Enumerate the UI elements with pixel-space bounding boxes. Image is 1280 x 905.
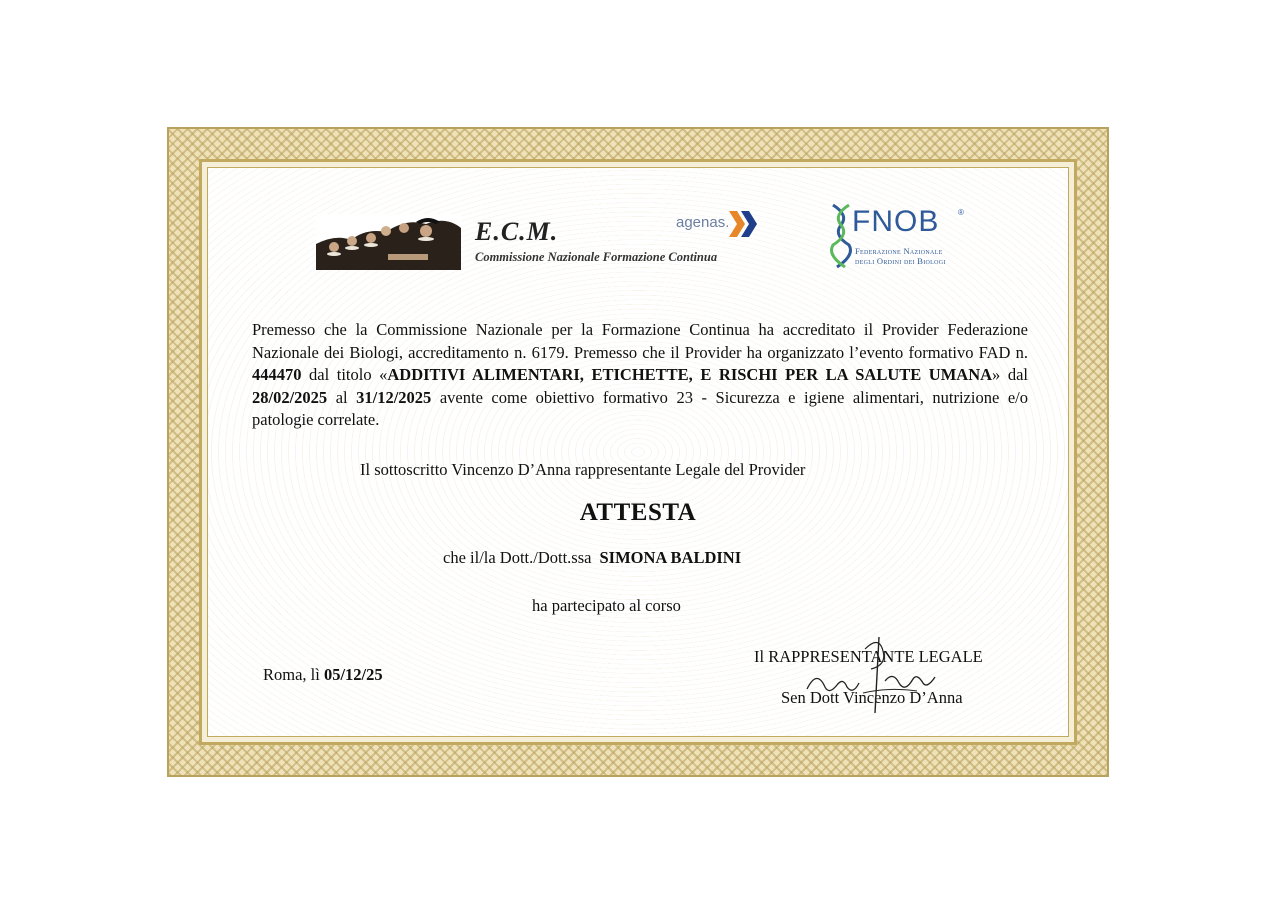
attesta-heading: ATTESTA — [579, 499, 697, 526]
start-date: 28/02/2025 — [252, 387, 328, 407]
issue-date: 05/12/25 — [323, 665, 383, 684]
place-prefix: Roma, lì — [263, 665, 324, 684]
ecm-title: E.C.M. — [475, 217, 559, 246]
premise-text-5: avente come obiettivo formativo 23 - Sicurezza e igiene alimentari, nutrizione e/o patologie correlate. — [252, 387, 1028, 429]
fnob-registered-mark: ® — [958, 208, 964, 217]
agenas-logo-text: agenas. — [676, 214, 730, 231]
premise-text-3: » dal — [992, 365, 1028, 384]
end-date: 31/12/2025 — [356, 387, 432, 407]
handwritten-signature — [767, 629, 967, 719]
premise-paragraph — [252, 319, 1028, 432]
fnob-subtitle-line1: Federazione Nazionale — [855, 246, 943, 256]
dna-helix-icon — [829, 203, 853, 273]
event-title: ADDITIVI ALIMENTARI, ETICHETTE, E RISCHI PER LA SALUTE UMANA — [387, 365, 993, 384]
recipient-line — [443, 548, 741, 568]
agenas-logo-icon — [725, 209, 759, 239]
legal-representative-name: Sen Dott Vincenzo D’Anna — [781, 688, 963, 707]
fnob-logo-text: FNOB — [852, 205, 940, 238]
recipient-prefix: che il/la Dott./Dott.ssa — [443, 548, 592, 567]
fnob-subtitle — [855, 246, 946, 266]
legal-representative-title: Il RAPPRESENTANTE LEGALE — [754, 647, 983, 666]
certificate-border — [167, 127, 1109, 777]
event-number: 444470 — [252, 365, 302, 384]
fnob-subtitle-line2: degli Ordini dei Biologi — [855, 256, 946, 266]
issue-date-line — [263, 665, 383, 685]
ecm-painting-logo — [316, 214, 461, 270]
ecm-subtitle: Commissione Nazionale Formazione Continua — [475, 250, 718, 264]
signatory-line: Il sottoscritto Vincenzo D’Anna rappresentante Legale del Provider — [360, 460, 806, 479]
premise-text-4: al — [327, 387, 357, 407]
participation-line: ha partecipato al corso — [532, 596, 681, 615]
certificate-content — [169, 129, 1107, 775]
premise-text-1: Premesso che la Commissione Nazionale per la Formazione Continua ha accreditato il Provider Federazione Nazionale dei Biologi, accreditamento n. 6179. Premesso che il Provider ha organizzato l’evento formativo FAD n. — [252, 320, 1028, 362]
recipient-name: SIMONA BALDINI — [599, 548, 742, 567]
premise-text-2: dal titolo « — [301, 365, 388, 384]
